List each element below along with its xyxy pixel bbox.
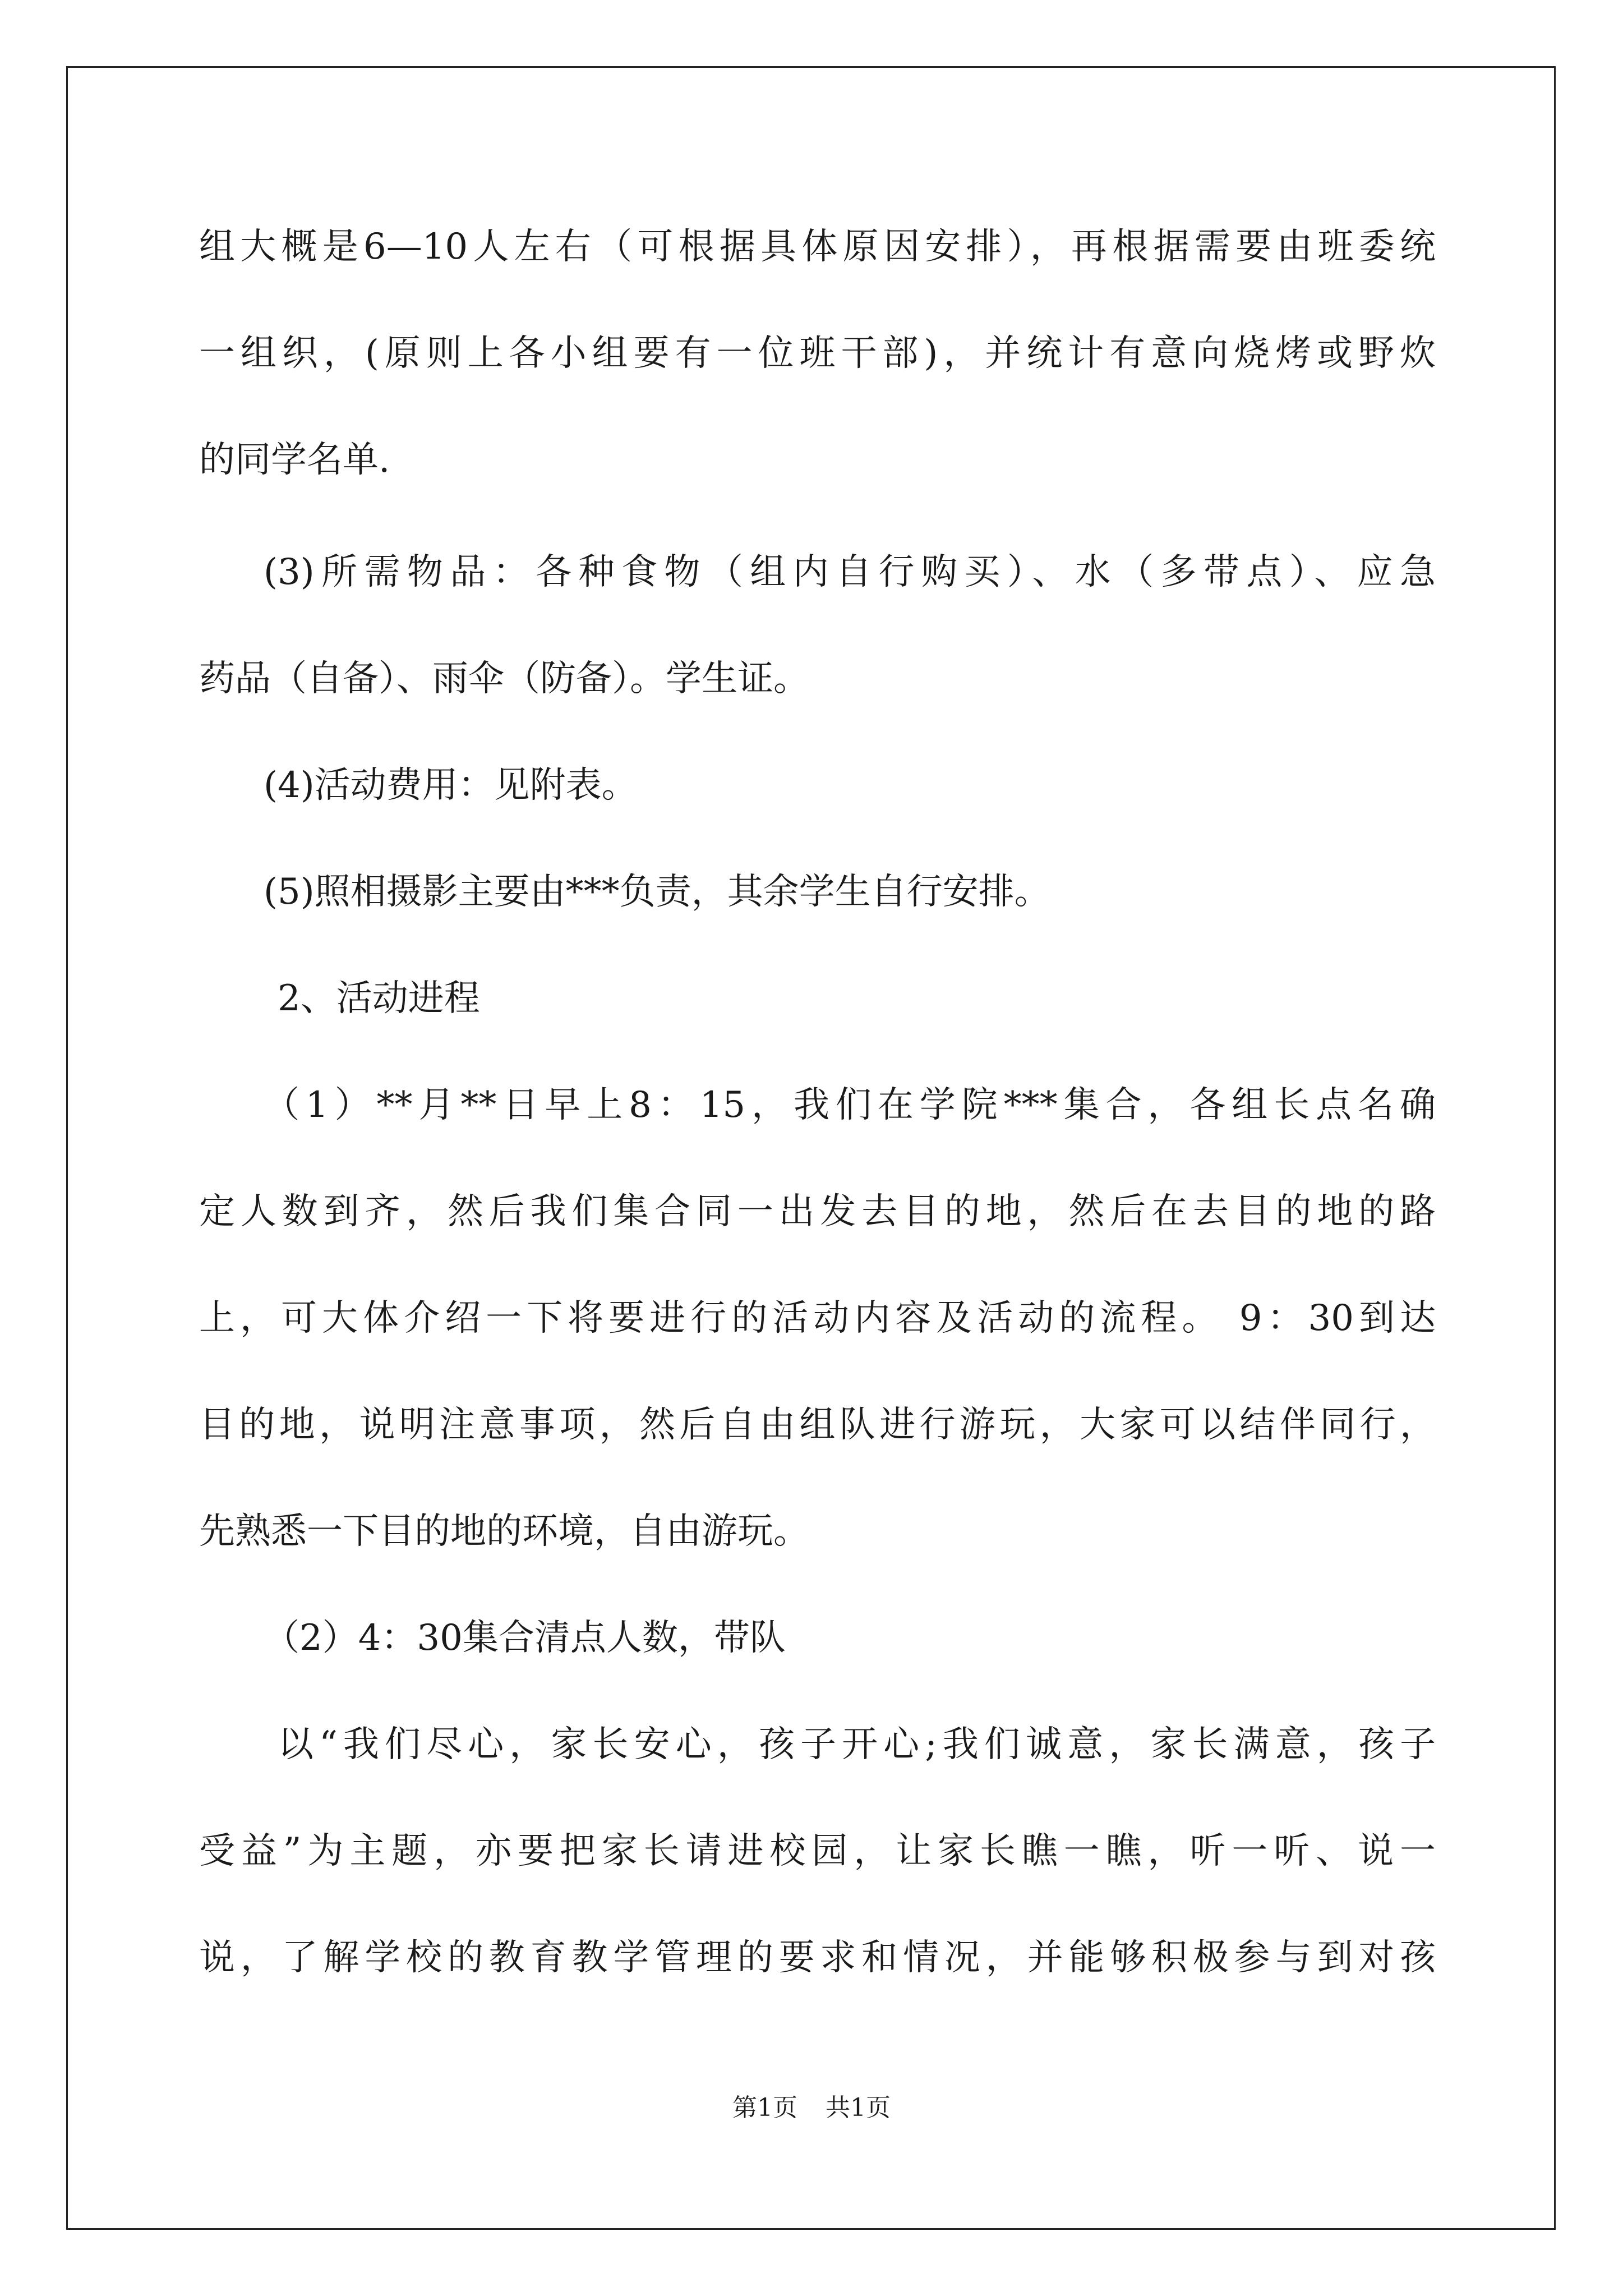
text-line: （2）4：30集合清点人数，带队 — [264, 1617, 786, 1659]
page-total: 共1页 — [826, 2093, 891, 2122]
text-line: 的同学名单. — [199, 439, 390, 481]
text-line: (3)所需物品：各种食物（组内自行购买）、水（多带点）、应急 — [264, 551, 1436, 593]
text-line: (5)照相摄影主要由***负责，其余学生自行安排。 — [264, 871, 1050, 913]
text-line: (4)活动费用：见附表。 — [264, 765, 638, 806]
page-border — [66, 66, 1556, 2230]
text-line: 上，可大体介绍一下将要进行的活动内容及活动的流程。 9：30到达 — [199, 1297, 1436, 1339]
text-line: 组大概是6—10人左右（可根据具体原因安排），再根据需要由班委统 — [199, 226, 1436, 268]
text-line: 说，了解学校的教育教学管理的要求和情况，并能够积极参与到对孩 — [199, 1937, 1436, 1978]
text-line: （1）**月**日早上8：15，我们在学院***集合，各组长点名确 — [264, 1084, 1436, 1126]
text-line: 药品（自备）、雨伞（防备）。学生证。 — [199, 658, 809, 700]
page-number: 第1页 — [732, 2093, 797, 2122]
text-line: 定人数到齐，然后我们集合同一出发去目的地，然后在去目的地的路 — [199, 1191, 1436, 1232]
text-line: 受益”为主题，亦要把家长请进校园，让家长瞧一瞧，听一听、说一 — [199, 1830, 1436, 1872]
text-line: 以“我们尽心，家长安心，孩子开心;我们诚意，家长满意，孩子 — [278, 1724, 1436, 1765]
page-footer — [0, 2091, 1623, 2125]
text-line: 目的地，说明注意事项，然后自由组队进行游玩，大家可以结伴同行， — [199, 1404, 1436, 1446]
section-heading: 2、活动进程 — [278, 978, 480, 1019]
text-line: 先熟悉一下目的地的环境，自由游玩。 — [199, 1511, 809, 1552]
text-line: 一组织，(原则上各小组要有一位班干部)，并统计有意向烧烤或野炊 — [199, 333, 1436, 374]
